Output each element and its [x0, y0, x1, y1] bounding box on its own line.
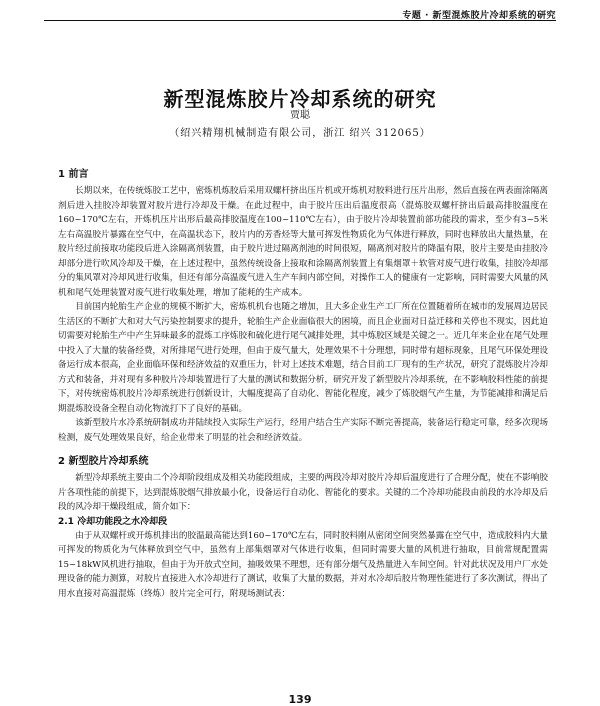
section-introduction	[58, 168, 548, 445]
paper-title: 新型混炼胶片冷却系统的研究	[163, 87, 437, 112]
section-heading: 2 新型胶片冷却系统	[58, 456, 149, 467]
paragraph: 目前国内轮胎生产企业的规模不断扩大，密炼机机台也随之增加，且大多企业生产工厂所在位置随着所在城市的发展周边居民生活区的不断扩大和对大气污染控制要求的提升，轮胎生产企业面临很大的困境，而且企业面对日益迁移和关停也不现实，因此迫切需要对轮胎生产中产生异味最多的混炼工序炼胶和硫化进行尾气减排处理，其中炼胶区域是关键之一。近几年来企业在尾气处理中投入了大量的装备经费，对所排尾气进行处理，但由于废气量大，处理效果不十分理想，同时带有超标现象，且尾气环保处理设备运行成本很高，企业面临环保和经济效益的双重压力，针对上述技术难题，结合目前工厂现有的生产状况，研究了混炼胶片冷却方式和装备，并对现有多种胶片冷却装置进行了大量的测试和数据分析，研究开发了新型胶片冷却系统，在不影响胶料性能的前提下，对传统密炼机胶片冷却系统进行创新设计，大幅度提高了自动化、智能化程度，减少了炼胶烟气产生量，为节能减排和满足后期混炼胶设备全程自动化物流打下了良好的基础。	[58, 302, 548, 414]
header-rule	[44, 20, 556, 21]
article-body	[58, 168, 548, 601]
subsection-heading: 2.1 冷却功能段之水冷却段	[58, 516, 168, 527]
page-number: 139	[288, 693, 312, 706]
paragraph: 新型冷却系统主要由二个冷却阶段组成及相关功能段组成，主要的两段冷却对胶片冷却后温度进行了合理分配，使在不影响胶片各项性能的前提下，达到混炼胶烟气排放最小化，设备运行自动化、智能化的要求。关键的二个冷却功能段由前段的水冷却及后段的风冷却干燥段组成，简介如下：	[58, 473, 548, 512]
section-heading: 1 前言	[58, 169, 89, 180]
paragraph: 由于从双螺杆或开炼机排出的胶温最高能达到160~170℃左右，同时胶料刚从密闭空间突然暴露在空气中，造成胶料内大量可挥发的物质化为气体释放到空气中，虽然有上部集烟罩对气体进行收集，但同时需要大量的风机进行抽取，目前常规配置需15~18kW风机进行抽取，但由于为开放式空间，抽吸效果不理想，还有部分烟气及热量进入车间空间。针对此状况及用户厂水处理设备的能力测算，对胶片直接进入水冷却进行了测试，收集了大量的数据，并对水冷却后胶片物理性能进行了多次测试，得出了用水直接对高温混炼（终炼）胶片完全可行，附现场测试表：	[58, 530, 548, 599]
author: 贾聪	[290, 110, 310, 121]
running-head: 专题 · 新型混炼胶片冷却系统的研究	[402, 11, 556, 21]
paragraph: 该新型胶片水冷系统研制成功并陆续投入实际生产运行，经用户结合生产实际不断完善提高，装备运行稳定可靠，经多次现场检测，废气处理效果良好，给企业带来了明显的社会和经济效益。	[58, 418, 548, 443]
affiliation: （绍兴精翔机械制造有限公司，浙江 绍兴 312065）	[169, 128, 431, 139]
paragraph: 长期以来，在传统炼胶工艺中，密炼机炼胶后采用双螺杆挤出压片机或开炼机对胶料进行压片出形，然后直接在两表面涂隔离剂后进入挂胶冷却装置对胶片进行冷却及干燥。在此过程中，由于胶片压出后温度很高（混炼胶双螺杆挤出后最高排胶温度在160~170℃左右，开炼机压片出形后最高排胶温度在100~110℃左右），由于胶片冷却装置前部功能段的需求，至少有3~5米左右高温胶片暴露在空气中，在高温状态下，胶片内的芳香烃等大量可挥发性物质化为气体进行释放，同时也释放出大量热量，在胶片经过前接取功能段后进入涂隔离剂装置，由于胶片进过隔离剂池的时间很短，隔离剂对胶片的降温有限，胶片主要是由挂胶冷却部分进行吹风冷却及干燥，在上述过程中，虽然传统设备上接取和涂隔离剂装置上有集烟罩＋软管对废气进行收集，挂胶冷却部分的集风罩对冷却风进行收集，但还有部分高温废气进入生产车间内部空间，对操作工人的健康有一定影响，同时需要大风量的风机和尾气处理装置对废气进行收集处理，增加了能耗的生产成本。	[58, 186, 548, 298]
section-new-system	[58, 455, 548, 601]
